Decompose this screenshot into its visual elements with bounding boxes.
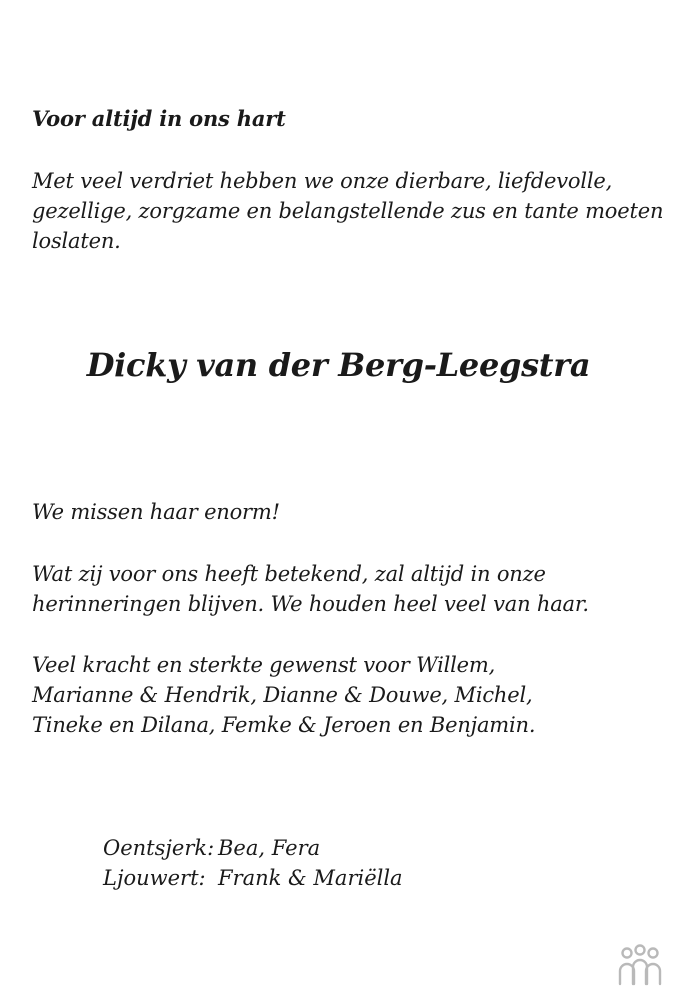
strength-line: Veel kracht en sterkte gewenst voor Willem,	[32, 653, 496, 677]
intro-line: loslaten.	[32, 229, 121, 253]
intro-paragraph	[32, 166, 664, 256]
deceased-name: Dicky van der Berg-Leegstra	[86, 346, 591, 384]
signoff-names: Frank & Mariëlla	[218, 866, 403, 890]
heading: Voor altijd in ons hart	[32, 106, 286, 131]
signoff-place: Ljouwert:	[103, 866, 206, 890]
intro-line: gezellige, zorgzame en belangstellende zus en tante moeten	[32, 199, 664, 223]
strength-paragraph	[32, 650, 647, 740]
signoff-row	[103, 863, 403, 893]
signoff-place: Oentsjerk:	[103, 836, 215, 860]
meaning-line: herinneringen blijven. We houden heel veel van haar.	[32, 592, 589, 616]
people-group-logo-icon	[615, 944, 665, 986]
signoff-names: Bea, Fera	[218, 836, 321, 860]
missing-text: We missen haar enorm!	[32, 500, 280, 524]
meaning-line: Wat zij voor ons heeft betekend, zal altijd in onze	[32, 562, 546, 586]
signoff-row	[103, 833, 403, 863]
meaning-paragraph	[32, 559, 647, 619]
strength-line: Marianne & Hendrik, Dianne & Douwe, Michel,	[32, 683, 533, 707]
signoff	[103, 833, 403, 893]
intro-line: Met veel verdriet hebben we onze dierbare, liefdevolle,	[32, 169, 613, 193]
strength-line: Tineke en Dilana, Femke & Jeroen en Benjamin.	[32, 713, 536, 737]
